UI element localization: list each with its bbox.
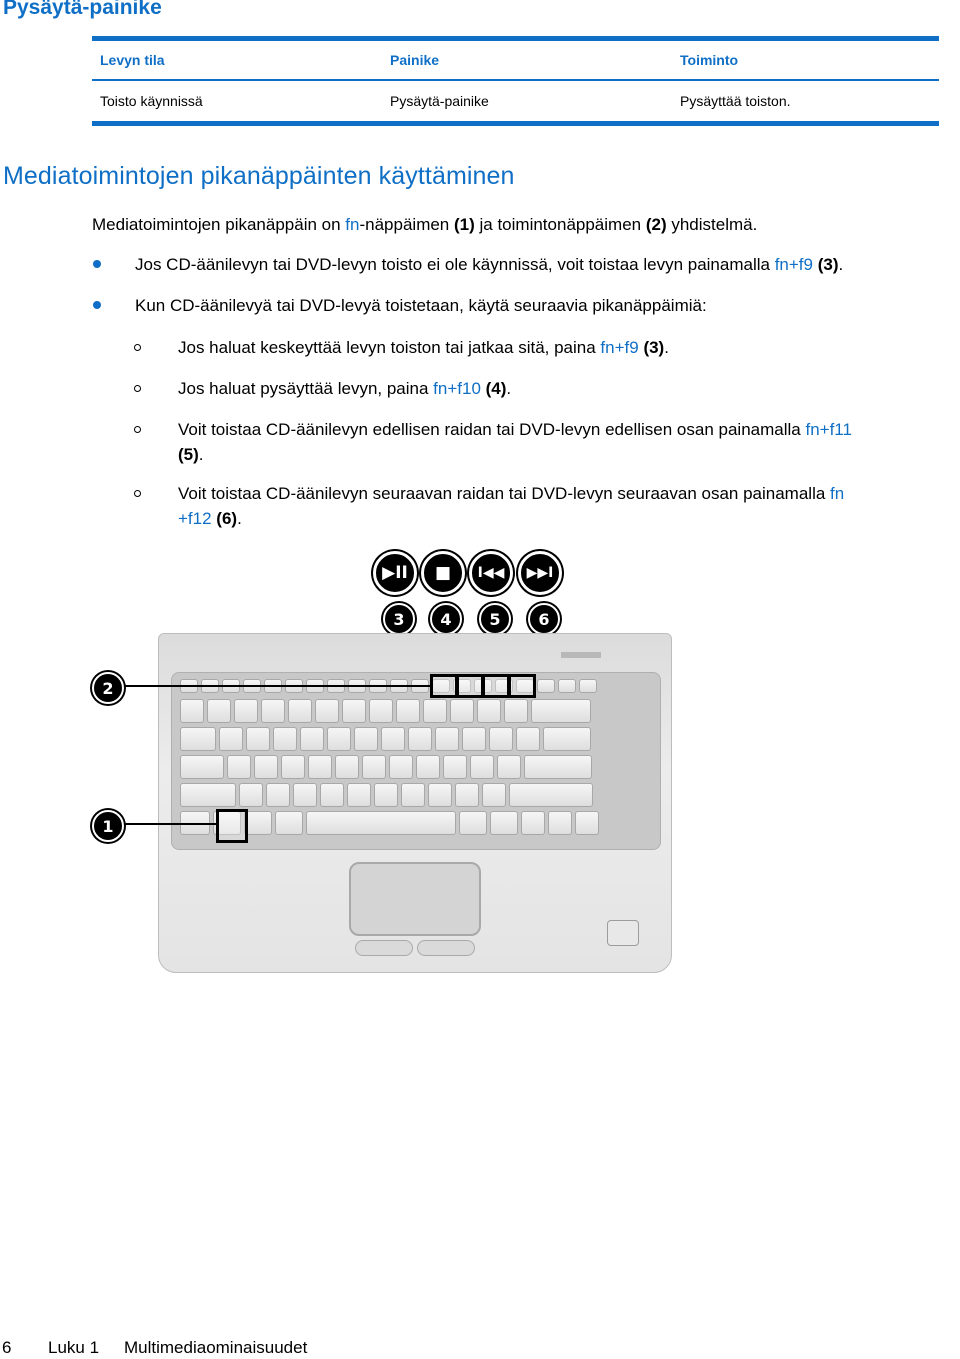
table-cell: Pysäyttää toiston. — [680, 93, 791, 109]
table-bottom-rule — [92, 121, 939, 126]
laptop-body — [158, 633, 672, 973]
table-header-row — [92, 41, 939, 79]
hotkey-text: fn+f11 — [805, 420, 852, 439]
sub-bullet-text: . — [506, 379, 512, 398]
sub-bullet-text: . — [198, 445, 204, 464]
bullet-text: Jos CD-äänilevyn tai DVD-levyn toisto ei ole käynnissä, voit toistaa levyn painamalla — [135, 255, 775, 274]
hotkey-text: fn+f10 — [433, 379, 481, 398]
callout-ref: (3) — [812, 255, 839, 274]
table-cell: Pysäytä-painike — [390, 93, 489, 109]
sub-bullet-icon — [134, 344, 141, 351]
callout-1: 1 — [92, 810, 124, 842]
touchpad — [349, 862, 481, 936]
table-header-cell: Levyn tila — [100, 52, 165, 68]
sub-bullet-item — [178, 376, 511, 401]
fn-key-text: fn — [345, 215, 360, 234]
callout-4: 4 — [430, 603, 462, 635]
previous-track-icon: I◀◀ — [469, 551, 513, 595]
callout-6: 6 — [528, 603, 560, 635]
sub-bullet-text: Jos haluat pysäyttää levyn, paina — [178, 379, 434, 398]
sub-bullet-item — [178, 417, 852, 442]
page-heading: Pysäytä-painike — [3, 0, 162, 19]
hotkey-text: fn+f9 — [600, 338, 639, 357]
bullet-text: . — [838, 255, 844, 274]
sub-bullet-icon — [134, 385, 141, 392]
fn-key-highlight — [216, 809, 248, 843]
f11-key-highlight — [482, 674, 510, 698]
bullet-item — [135, 252, 843, 277]
sub-bullet-text: Voit toistaa CD-äänilevyn seuraavan raidan tai DVD-levyn seuraavan osan painamalla — [178, 484, 831, 503]
key-row — [180, 727, 591, 751]
touchpad-right-button — [417, 940, 475, 956]
sub-bullet-text: . — [664, 338, 669, 357]
play-pause-icon: ▶II — [373, 551, 417, 595]
fingerprint-reader — [607, 920, 639, 946]
sub-bullet-item — [178, 335, 669, 360]
intro-paragraph — [92, 212, 757, 237]
callout-2: 2 — [92, 672, 124, 704]
bullet-icon — [93, 301, 101, 309]
callout-3: 3 — [383, 603, 415, 635]
table-header-cell: Toiminto — [680, 52, 739, 68]
button-table — [92, 36, 939, 126]
sub-bullet-text: Voit toistaa CD-äänilevyn edellisen raidan tai DVD-levyn edellisen osan painamalla — [178, 420, 806, 439]
footer-title: Multimediaominaisuudet — [124, 1338, 308, 1357]
table-cell: Toisto käynnissä — [100, 93, 203, 109]
intro-text: ja toimintonäppäimen — [474, 215, 646, 234]
sub-bullet-icon — [134, 490, 141, 497]
intro-text: Mediatoimintojen pikanäppäin on — [92, 215, 346, 234]
touchpad-left-button — [355, 940, 413, 956]
stop-icon: ■ — [421, 551, 465, 595]
sub-bullet-text: Jos haluat keskeyttää levyn toiston tai jatkaa sitä, paina — [178, 338, 601, 357]
callout-ref: (5) — [178, 445, 199, 464]
section-heading: Mediatoimintojen pikanäppäinten käyttäminen — [3, 162, 515, 190]
sub-bullet-icon — [134, 426, 141, 433]
intro-text: yhdistelmä. — [666, 215, 758, 234]
sub-bullet-text: . — [237, 509, 242, 528]
key-row — [180, 699, 591, 723]
footer-chapter: Luku 1 — [48, 1338, 100, 1357]
bullet-icon — [93, 260, 101, 268]
sub-bullet-continuation — [178, 506, 242, 531]
sub-bullet-item — [178, 481, 844, 506]
speaker-grille — [561, 652, 601, 658]
callout-5: 5 — [479, 603, 511, 635]
intro-text: -näppäimen — [359, 215, 454, 234]
page-number: 6 — [2, 1338, 12, 1357]
table-header-cell: Painike — [390, 52, 440, 68]
f9-key-highlight — [430, 674, 458, 698]
hotkey-text: fn+f9 — [774, 255, 813, 274]
callout-ref: (4) — [480, 379, 507, 398]
bullet-item: Kun CD-äänilevyä tai DVD-levyä toistetaan, käytä seuraavia pikanäppäimiä: — [135, 296, 707, 315]
hotkey-text: fn — [830, 484, 845, 503]
sub-bullet-continuation — [178, 442, 204, 467]
key-row — [180, 783, 593, 807]
callout-ref: (1) — [454, 215, 475, 234]
callout-ref: (6) — [211, 509, 238, 528]
hotkey-text: +f12 — [178, 509, 212, 528]
f10-key-highlight — [456, 674, 484, 698]
callout-ref: (3) — [638, 338, 665, 357]
f12-key-highlight — [508, 674, 536, 698]
callout-ref: (2) — [645, 215, 667, 234]
key-row — [180, 755, 592, 779]
next-track-icon: ▶▶I — [518, 551, 562, 595]
table-row — [92, 81, 939, 121]
keyboard-illustration — [90, 545, 680, 975]
